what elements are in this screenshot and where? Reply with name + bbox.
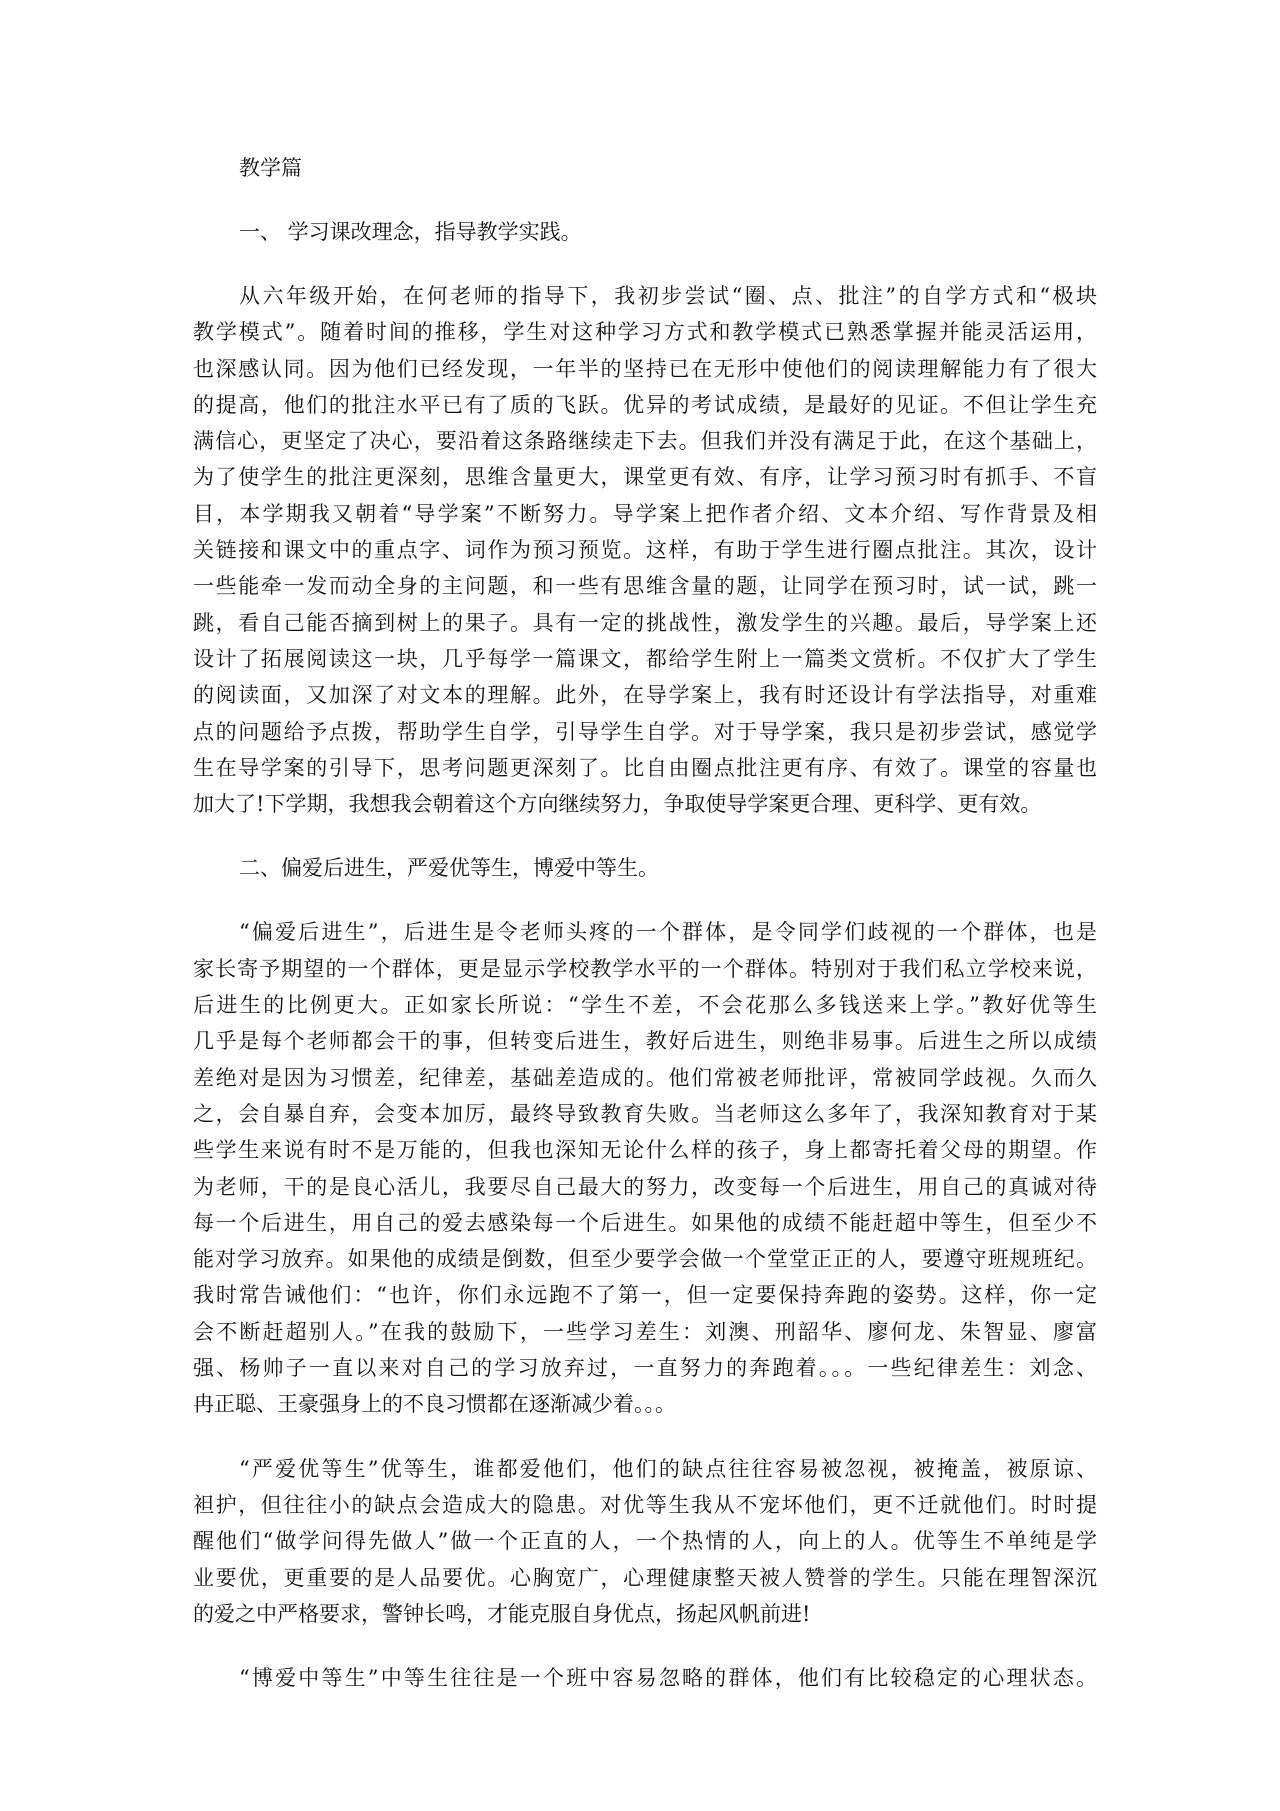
paragraph-line: 差绝对是因为习惯差，纪律差，基础差造成的。他们常被老师批评，常被同学歧视。久而久: [193, 1065, 1097, 1090]
paragraph-line: 之，会自暴自弃，会变本加厉，最终导致教育失败。当老师这么多年了，我深知教育对于某: [193, 1101, 1097, 1126]
paragraph-line: 每一个后进生，用自己的爱去感染每一个后进生。如果他的成绩不能赶超中等生，但至少不: [193, 1210, 1097, 1235]
paragraph-line: 醒他们“做学问得先做人”做一个正直的人，一个热情的人，向上的人。优等生不单纯是学: [193, 1529, 1097, 1554]
paragraph-line: 跳，看自己能否摘到树上的果子。具有一定的挑战性，激发学生的兴趣。最后，导学案上还: [193, 610, 1097, 635]
paragraph-line: 为了使学生的批注更深刻，思维含量更大，课堂更有效、有序，让学习预习时有抓手、不盲: [193, 465, 1097, 490]
paragraph-line: “严爱优等生”优等生，谁都爱他们，他们的缺点往往容易被忽视，被掩盖，被原谅、: [239, 1456, 1097, 1481]
paragraph-line: 几乎是每个老师都会干的事，但转变后进生，教好后进生，则绝非易事。后进生之所以成绩: [193, 1029, 1097, 1054]
paragraph-line: 加大了!下学期，我想我会朝着这个方向继续努力，争取使导学案更合理、更科学、更有效。: [193, 792, 1042, 817]
paragraph-line: 满信心，更坚定了决心，要沿着这条路继续走下去。但我们并没有满足于此，在这个基础上，: [193, 429, 1097, 454]
paragraph-line: “偏爱后进生”，后进生是令老师头疼的一个群体，是令同学们歧视的一个群体，也是: [239, 920, 1097, 945]
paragraph-line: 家长寄予期望的一个群体，更是显示学校教学水平的一个群体。特别对于我们私立学校来说，: [193, 956, 1097, 981]
paragraph-line: 业要优，更重要的是人品要优。心胸宽广，心理健康整天被人赞誉的学生。只能在理智深沉: [193, 1565, 1097, 1590]
paragraph-line: 能对学习放弃。如果他的成绩是倒数，但至少要学会做一个堂堂正正的人，要遵守班规班纪。: [193, 1247, 1097, 1272]
paragraph-line: 目，本学期我又朝着“导学案”不断努力。导学案上把作者介绍、文本介绍、写作背景及相: [193, 501, 1097, 526]
paragraph-line: 从六年级开始，在何老师的指导下，我初步尝试“圈、点、批注”的自学方式和“极块: [239, 284, 1097, 308]
paragraph-1: [193, 278, 1097, 822]
document-title: 教学篇: [239, 156, 302, 180]
paragraph-line: 后进生的比例更大。正如家长所说：“学生不差，不会花那么多钱送来上学。”教好优等生: [193, 993, 1097, 1018]
paragraph-line: 关链接和课文中的重点字、词作为预习预览。这样，有助于学生进行圈点批注。其次，设计: [193, 538, 1097, 563]
section-2-heading: 二、偏爱后进生，严爱优等生，博爱中等生。: [239, 856, 659, 881]
paragraph-2: [193, 914, 1097, 1422]
paragraph-line: 些学生来说有时不是万能的，但我也深知无论什么样的孩子，身上都寄托着父母的期望。作: [193, 1138, 1097, 1163]
paragraph-line: 我时常告诫他们：“也许，你们永远跑不了第一，但一定要保持奔跑的姿势。这样，你一定: [193, 1283, 1097, 1308]
paragraph-4: [193, 1660, 1097, 1696]
paragraph-3: [193, 1451, 1097, 1632]
paragraph-line: 的爱之中严格要求，警钟长鸣，才能克服自身优点，扬起风帆前进!: [193, 1601, 811, 1626]
section-1-heading: 一、 学习课改理念，指导教学实践。: [239, 220, 582, 244]
paragraph-line: 设计了拓展阅读这一块，几乎每学一篇课文，都给学生附上一篇类文赏析。不仅扩大了学生: [193, 646, 1097, 671]
paragraph-line: 一些能牵一发而动全身的主问题，和一些有思维含量的题，让同学在预习时，试一试，跳一: [193, 574, 1097, 599]
paragraph-line: 点的问题给予点拨，帮助学生自学，引导学生自学。对于导学案，我只是初步尝试，感觉学: [193, 719, 1097, 744]
paragraph-line: 也深感认同。因为他们已经发现，一年半的坚持已在无形中使他们的阅读理解能力有了很大: [193, 356, 1097, 381]
document-body: [193, 150, 1097, 1724]
paragraph-line: 的阅读面，又加深了对文本的理解。此外，在导学案上，我有时还设计有学法指导，对重难: [193, 683, 1097, 708]
paragraph-line: 的提高，他们的批注水平已有了质的飞跃。优异的考试成绩，是最好的见证。不但让学生充: [193, 392, 1097, 417]
paragraph-line: 袒护，但往往小的缺点会造成大的隐患。对优等生我从不宠坏他们，更不迁就他们。时时提: [193, 1492, 1097, 1517]
paragraph-line: “博爱中等生”中等生往往是一个班中容易忽略的群体，他们有比较稳定的心理状态。: [239, 1666, 1097, 1691]
paragraph-line: 会不断赶超别人。”在我的鼓励下，一些学习差生：刘澳、刑韶华、廖何龙、朱智显、廖富: [193, 1319, 1097, 1344]
paragraph-line: 教学模式”。随着时间的推移，学生对这种学习方式和教学模式已熟悉掌握并能灵活运用，: [193, 320, 1097, 345]
paragraph-line: 强、杨帅子一直以来对自己的学习放弃过，一直努力的奔跑着。。。一些纪律差生：刘念、: [193, 1356, 1097, 1381]
paragraph-line: 冉正聪、王豪强身上的不良习惯都在逐渐减少着。。。: [193, 1392, 676, 1417]
paragraph-line: 生在导学案的引导下，思考问题更深刻了。比自由圈点批注更有序、有效了。课堂的容量也: [193, 755, 1097, 780]
paragraph-line: 为老师，干的是良心活儿，我要尽自己最大的努力，改变每一个后进生，用自己的真诚对待: [193, 1174, 1097, 1199]
